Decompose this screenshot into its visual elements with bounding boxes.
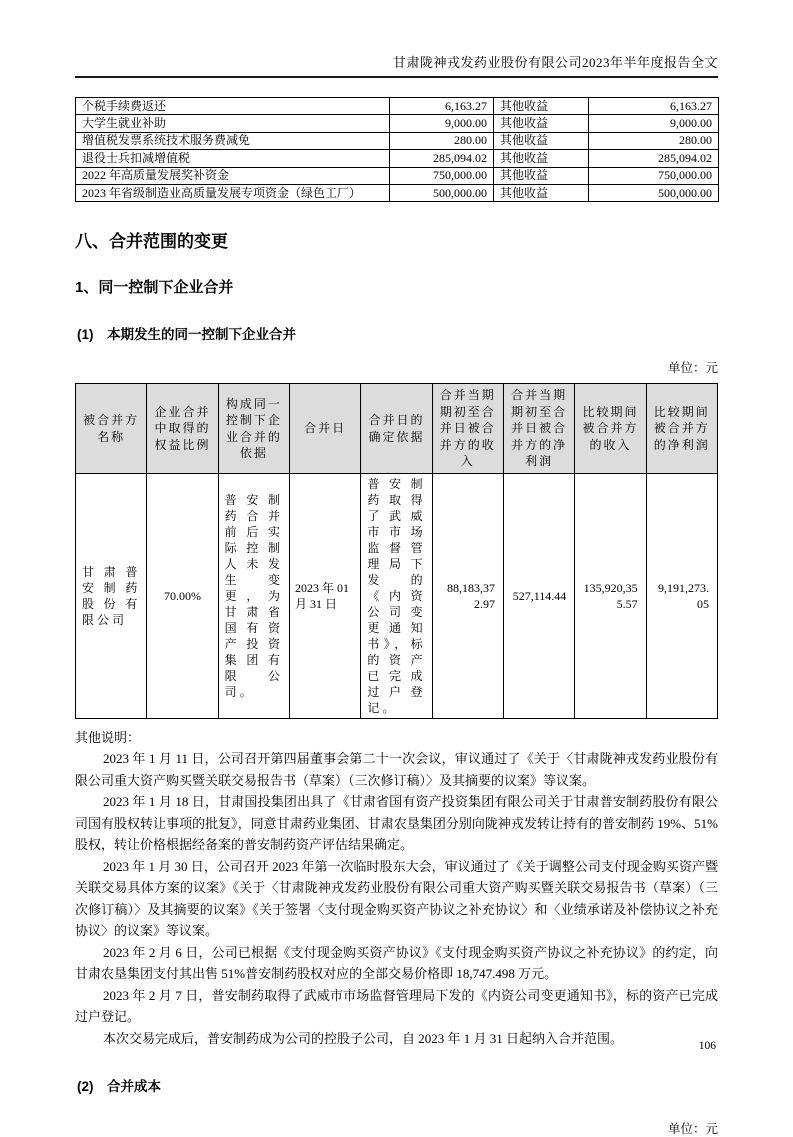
- merger-table-header-row: [76, 384, 718, 474]
- col-header-merged-party: 被合并方名称: [76, 384, 147, 474]
- income-item: 增值税发票系统技术服务费减免: [76, 132, 390, 149]
- income-item: 退役士兵扣减增值税: [76, 150, 390, 167]
- income-category: 其他收益: [494, 132, 589, 149]
- col-header-date-basis: 合并日的确定依据: [361, 384, 432, 474]
- income-item: 2023 年省级制造业高质量发展专项资金（绿色工厂）: [76, 184, 390, 201]
- income-amount: 500,000.00: [390, 184, 494, 201]
- note-paragraph: 2023 年 2 月 6 日，公司已根据《支付现金购买资产协议》《支付现金购买资产协议之补充协议》的约定，向甘肃农垦集团支付其出售 51%普安制药股权对应的全部交易价格即 18,747.498 万元。: [75, 944, 718, 982]
- income-category: 其他收益: [494, 184, 589, 201]
- revenue-value: 88,183,372.97: [432, 473, 503, 718]
- notes-label: 其他说明：: [75, 729, 141, 745]
- merged-party-name: 甘肃普安制药股份有限公司: [76, 473, 147, 718]
- other-income-table: [75, 97, 719, 202]
- income-amount-total: 280.00: [589, 132, 719, 149]
- income-category: 其他收益: [494, 98, 589, 115]
- income-category: 其他收益: [494, 150, 589, 167]
- income-item: 2022 年高质量发展奖补资金: [76, 167, 390, 184]
- note-paragraph: 本次交易完成后，普安制药成为公司的控股子公司，自 2023 年 1 月 31 日起纳入合并范围。: [102, 1030, 623, 1046]
- income-amount-total: 6,163.27: [589, 98, 719, 115]
- income-category: 其他收益: [494, 115, 589, 132]
- col-header-revenue: 合并当期期初至合并日被合并方的收入: [432, 384, 503, 474]
- subsection-heading-common-control: 1、同一控制下企业合并: [75, 279, 234, 297]
- unit-label: 单位：元: [667, 1122, 718, 1137]
- report-title: 甘肃陇神戎发药业股份有限公司2023年半年度报告全文: [392, 55, 718, 70]
- note-paragraph: 2023 年 1 月 30 日，公司召开 2023 年第一次临时股东大会，审议通过了《关于调整公司支付现金购买资产暨关联交易具体方案的议案》《关于〈甘肃陇神戎发药业股份有限公司重大资产购买暨关联交易报告书（草案）（三次修订稿）〉及其摘要的议案》《关于签署〈支付现金购买资产协议之补充协议〉和〈业绩承诺及补偿协议之补充协议〉的议案》等议案。: [75, 858, 718, 939]
- note-paragraph: 2023 年 1 月 11 日，公司召开第四届董事会第二十一次会议，审议通过了《关于〈甘肃陇神戎发药业股份有限公司重大资产购买暨关联交易报告书（草案）（三次修订稿）〉及其摘要的议案》等议案。: [75, 751, 718, 788]
- income-amount-total: 750,000.00: [589, 167, 719, 184]
- col-header-prior-revenue: 比较期间被合并方的收入: [575, 384, 646, 474]
- other-notes: [75, 727, 718, 1050]
- col-header-merger-date: 合并日: [289, 384, 360, 474]
- col-header-equity-ratio: 企业合并中取得的权益比例: [147, 384, 218, 474]
- income-amount-total: 9,000.00: [589, 115, 719, 132]
- page-number: 106: [698, 1040, 716, 1052]
- section-heading-merger-scope: 八、合并范围的变更: [75, 232, 228, 252]
- table-row: [76, 132, 719, 149]
- income-amount-total: 500,000.00: [589, 184, 719, 201]
- income-amount-total: 285,094.02: [589, 150, 719, 167]
- merger-date: 2023 年 01 月 31 日: [289, 473, 360, 718]
- table-row: [76, 184, 719, 201]
- clause-heading-merger-cost: (2) 合并成本: [77, 1079, 161, 1095]
- merger-table-data-row: [76, 473, 718, 718]
- prior-revenue-value: 135,920,355.57: [575, 473, 646, 718]
- net-profit-value: 527,114.44: [503, 473, 574, 718]
- note-paragraph: 2023 年 1 月 18 日，甘肃国投集团出具了《甘肃省国有资产投资集团有限公司关于甘肃普安制药股份有限公司国有股权转让事项的批复》，同意甘肃药业集团、甘肃农垦集团分别向陇神戎发转让持有的普安制药 19%、51%股权，转让价格根据经备案的普安制药资产评估结果确定。: [75, 794, 718, 853]
- running-header: [75, 0, 718, 78]
- income-item: 个税手续费返还: [76, 98, 390, 115]
- income-amount: 285,094.02: [390, 150, 494, 167]
- table-row: [76, 150, 719, 167]
- col-header-net-profit: 合并当期期初至合并日被合并方的净利润: [503, 384, 574, 474]
- merger-date-basis: 普安制药取得了武威市市场监督管理局下发的《内资公司变更通知书》，标的资产已完成过户登记。: [361, 473, 432, 718]
- prior-net-profit-value: 9,191,273.05: [646, 473, 717, 718]
- clause-heading-current-period: (1) 本期发生的同一控制下企业合并: [77, 327, 296, 343]
- table-row: [76, 115, 719, 132]
- unit-label: 单位：元: [667, 361, 718, 376]
- merger-basis: 普安制药合并前后实际控制人未发生变更，为甘肃省国有资产投资集团有限公司。: [218, 473, 289, 718]
- table-row: [76, 98, 719, 115]
- income-amount: 280.00: [390, 132, 494, 149]
- merger-detail-table: [75, 383, 718, 719]
- income-item: 大学生就业补助: [76, 115, 390, 132]
- col-header-basis: 构成同一控制下企业合并的依据: [218, 384, 289, 474]
- col-header-prior-net-profit: 比较期间被合并方的净利润: [646, 384, 717, 474]
- income-amount: 9,000.00: [390, 115, 494, 132]
- income-category: 其他收益: [494, 167, 589, 184]
- income-amount: 6,163.27: [390, 98, 494, 115]
- equity-ratio: 70.00%: [147, 473, 218, 718]
- income-amount: 750,000.00: [390, 167, 494, 184]
- table-row: [76, 167, 719, 184]
- note-paragraph: 2023 年 2 月 7 日，普安制药取得了武威市市场监督管理局下发的《内资公司变更通知书》，标的资产已完成过户登记。: [75, 987, 718, 1025]
